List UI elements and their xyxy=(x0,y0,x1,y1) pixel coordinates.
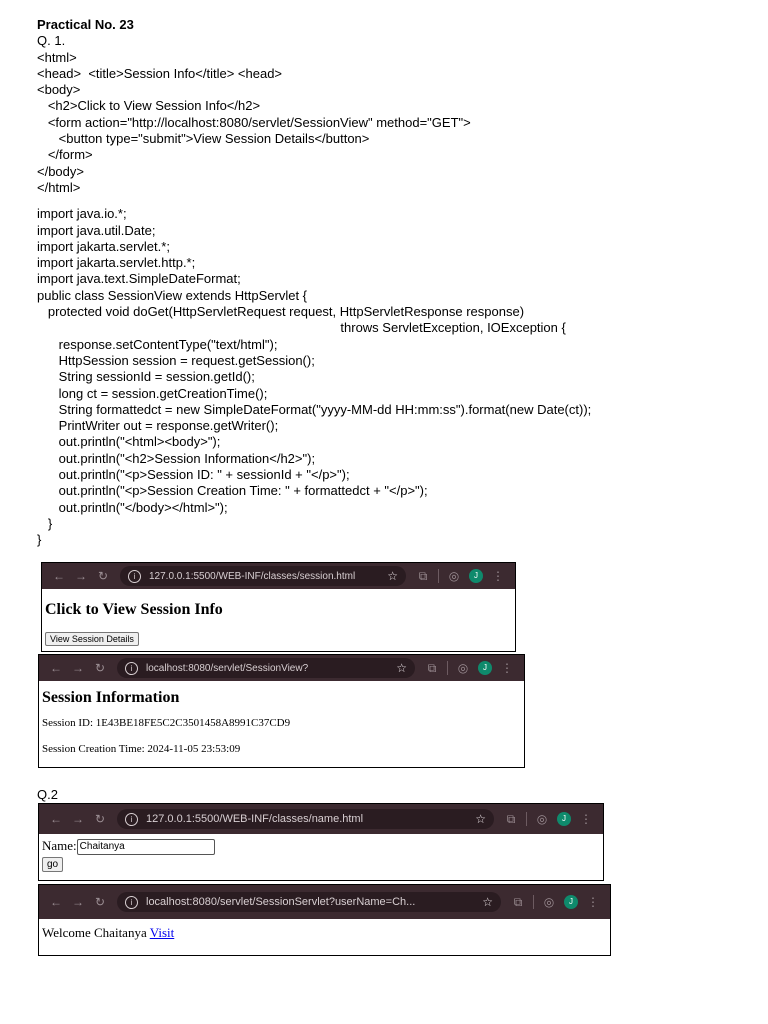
java-code-line: throws ServletException, IOException { xyxy=(37,320,566,336)
avatar[interactable]: J xyxy=(564,895,578,909)
address-bar[interactable] xyxy=(117,809,494,829)
question-2-label: Q.2 xyxy=(37,787,58,802)
session-id-text: Session ID: 1E43BE18FE5C2C3501458A8991C37CD9 xyxy=(42,717,291,729)
view-session-details-button[interactable]: View Session Details xyxy=(45,632,139,646)
page-heading: Session Information xyxy=(42,689,180,706)
site-info-icon[interactable]: i xyxy=(125,813,138,826)
html-code-line: <html> xyxy=(37,49,77,65)
java-code-line: HttpSession session = request.getSession(); xyxy=(37,352,315,368)
java-code-line: out.println("<html><body>"); xyxy=(37,434,221,450)
browser-toolbar xyxy=(39,885,610,919)
page-heading: Click to View Session Info xyxy=(45,601,223,618)
address-bar[interactable] xyxy=(117,892,501,912)
question-2-block xyxy=(37,787,737,803)
html-code-line: <body> xyxy=(37,82,81,98)
browser-toolbar xyxy=(39,655,524,681)
toolbar-divider xyxy=(447,661,448,675)
browser-window-name-html xyxy=(38,803,604,881)
document xyxy=(37,17,737,549)
java-code-line: String formattedct = new SimpleDateFormat("yyyy-MM-dd HH:mm:ss").format(new Date(ct)); xyxy=(37,401,592,417)
html-code-line: <button type="submit">View Session Details</button> xyxy=(37,131,370,147)
java-code-line: long ct = session.getCreationTime(); xyxy=(37,385,268,401)
practical-title: Practical No. 23 xyxy=(37,17,134,32)
browser-window-session-view xyxy=(38,654,525,768)
menu-icon[interactable]: ⋮ xyxy=(492,569,504,583)
page-content xyxy=(42,589,515,653)
page-content xyxy=(39,834,603,876)
menu-icon[interactable]: ⋮ xyxy=(501,661,513,675)
html-code-line: <h2>Click to View Session Info</h2> xyxy=(37,98,261,114)
java-code-line: protected void doGet(HttpServletRequest request, HttpServletResponse response) xyxy=(37,304,525,320)
browser-window-session-html xyxy=(41,562,516,652)
java-code-line: import jakarta.servlet.http.*; xyxy=(37,255,196,271)
java-code-line: import jakarta.servlet.*; xyxy=(37,238,170,254)
chrome-icon[interactable]: ◎ xyxy=(543,895,555,909)
star-icon[interactable]: ☆ xyxy=(482,895,493,909)
java-code-line: out.println("<p>Session ID: " + sessionId + "</p>"); xyxy=(37,467,350,483)
html-code-line: <form action="http://localhost:8080/servlet/SessionView" method="GET"> xyxy=(37,114,471,130)
address-url: localhost:8080/servlet/SessionServlet?userName=Ch... xyxy=(146,896,416,908)
java-code-block xyxy=(37,206,737,548)
forward-arrow-icon[interactable]: → xyxy=(72,895,84,909)
reload-icon[interactable]: ↻ xyxy=(94,812,106,826)
browser-window-session-servlet xyxy=(38,884,611,956)
browser-toolbar xyxy=(39,804,603,834)
address-bar[interactable] xyxy=(120,566,406,586)
java-code-line: import java.io.*; xyxy=(37,206,127,222)
back-arrow-icon[interactable]: ← xyxy=(50,661,62,675)
back-arrow-icon[interactable]: ← xyxy=(50,895,62,909)
welcome-text: Welcome Chaitanya xyxy=(42,925,147,940)
site-info-icon[interactable]: i xyxy=(128,570,141,583)
java-code-line: out.println("</body></html>"); xyxy=(37,499,228,515)
star-icon[interactable]: ☆ xyxy=(396,661,407,675)
menu-icon[interactable]: ⋮ xyxy=(587,895,599,909)
chrome-icon[interactable]: ◎ xyxy=(448,569,460,583)
reload-icon[interactable]: ↻ xyxy=(94,661,106,675)
back-arrow-icon[interactable]: ← xyxy=(53,569,65,583)
forward-arrow-icon[interactable]: → xyxy=(75,569,87,583)
java-code-line: response.setContentType("text/html"); xyxy=(37,336,278,352)
java-code-line: import java.text.SimpleDateFormat; xyxy=(37,271,241,287)
html-code-line: </form> xyxy=(37,147,93,163)
page-content xyxy=(39,681,524,775)
star-icon[interactable]: ☆ xyxy=(475,812,486,826)
visit-link[interactable]: Visit xyxy=(149,925,175,940)
address-bar[interactable] xyxy=(117,658,415,678)
html-code-line: </html> xyxy=(37,179,81,195)
extensions-icon[interactable]: ⧉ xyxy=(427,660,437,675)
star-icon[interactable]: ☆ xyxy=(387,569,398,583)
avatar[interactable]: J xyxy=(557,812,571,826)
site-info-icon[interactable]: i xyxy=(125,662,138,675)
extensions-icon[interactable]: ⧉ xyxy=(513,894,523,909)
avatar[interactable]: J xyxy=(469,569,483,583)
chrome-icon[interactable]: ◎ xyxy=(536,812,548,826)
forward-arrow-icon[interactable]: → xyxy=(72,812,84,826)
session-creation-time-text: Session Creation Time: 2024-11-05 23:53:09 xyxy=(42,743,241,755)
java-code-line: out.println("<p>Session Creation Time: " + formattedct + "</p>"); xyxy=(37,483,428,499)
java-code-line: out.println("<h2>Session Information</h2>"); xyxy=(37,450,316,466)
address-url: 127.0.0.1:5500/WEB-INF/classes/name.html xyxy=(146,813,364,825)
toolbar-divider xyxy=(533,895,534,909)
java-code-line: import java.util.Date; xyxy=(37,222,156,238)
reload-icon[interactable]: ↻ xyxy=(94,895,106,909)
html-code-line: <head> <title>Session Info</title> <head> xyxy=(37,65,283,81)
extensions-icon[interactable]: ⧉ xyxy=(506,811,516,826)
avatar[interactable]: J xyxy=(478,661,492,675)
site-info-icon[interactable]: i xyxy=(125,896,138,909)
menu-icon[interactable]: ⋮ xyxy=(580,812,592,826)
chrome-icon[interactable]: ◎ xyxy=(457,661,469,675)
html-code-line: </body> xyxy=(37,163,84,179)
back-arrow-icon[interactable]: ← xyxy=(50,812,62,826)
java-code-line: } xyxy=(37,532,42,548)
name-input[interactable]: Chaitanya xyxy=(77,839,215,855)
browser-toolbar xyxy=(42,563,515,589)
toolbar-divider xyxy=(438,569,439,583)
question-1-label: Q. 1. xyxy=(37,33,66,49)
java-code-line: } xyxy=(37,515,53,531)
reload-icon[interactable]: ↻ xyxy=(97,569,109,583)
toolbar-divider xyxy=(526,812,527,826)
name-label: Name: xyxy=(42,838,77,853)
java-code-line: String sessionId = session.getId(); xyxy=(37,369,255,385)
address-url: localhost:8080/servlet/SessionView? xyxy=(146,662,309,674)
forward-arrow-icon[interactable]: → xyxy=(72,661,84,675)
java-code-line: public class SessionView extends HttpServlet { xyxy=(37,287,308,303)
html-code-block xyxy=(37,50,737,197)
java-code-line: PrintWriter out = response.getWriter(); xyxy=(37,418,279,434)
go-button[interactable]: go xyxy=(42,857,63,872)
extensions-icon[interactable]: ⧉ xyxy=(418,568,428,583)
page-content xyxy=(39,919,610,945)
address-url: 127.0.0.1:5500/WEB-INF/classes/session.html xyxy=(149,570,356,582)
